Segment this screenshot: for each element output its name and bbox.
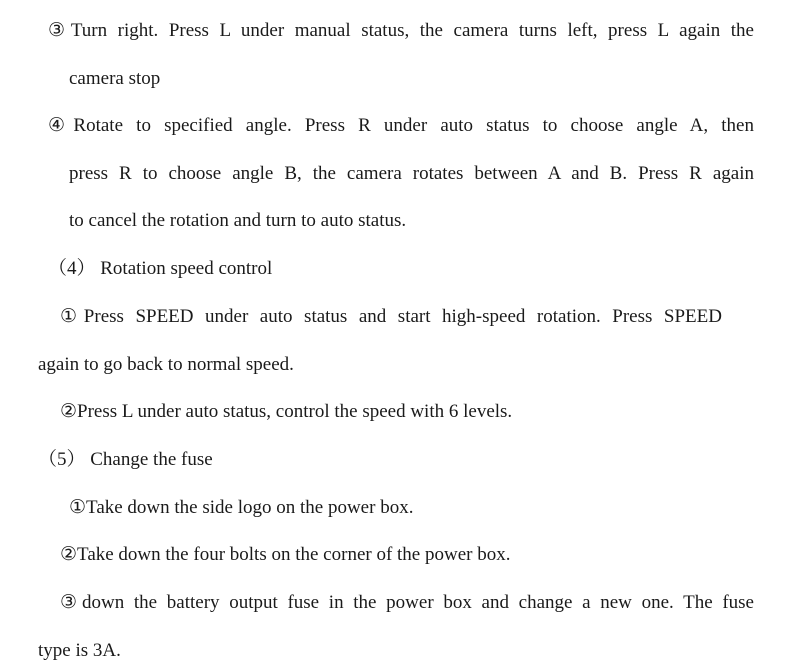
rotate-angle-instruction-line-3: to cancel the rotation and turn to auto status. [69,210,407,231]
turn-right-instruction-line-1: ③Turn right. Press L under manual status, the camera turns left, press L again the [48,20,754,41]
rotate-angle-instruction-line-1: ④Rotate to specified angle. Press R under auto status to choose angle A, then [48,115,754,136]
speed-instruction-line-1: ①Press SPEED under auto status and start high-speed rotation. Press SPEED [60,306,722,327]
rotate-angle-instruction-line-2: press R to choose angle B, the camera rotates between A and B. Press R again [69,163,754,184]
fuse-step-3-line-2: type is 3A. [38,640,121,661]
fuse-step-2: ②Take down the four bolts on the corner of the power box. [60,544,511,565]
fuse-step-1: ①Take down the side logo on the power box. [69,497,414,518]
section-heading-change-fuse: （5） Change the fuse [38,449,213,470]
turn-right-instruction-line-2: camera stop [69,68,161,89]
section-heading-rotation-speed: （4） Rotation speed control [48,258,273,279]
speed-levels-instruction: ②Press L under auto status, control the speed with 6 levels. [60,401,513,422]
speed-instruction-line-2: again to go back to normal speed. [38,354,294,375]
fuse-step-3-line-1: ③down the battery output fuse in the power box and change a new one. The fuse [60,592,754,613]
